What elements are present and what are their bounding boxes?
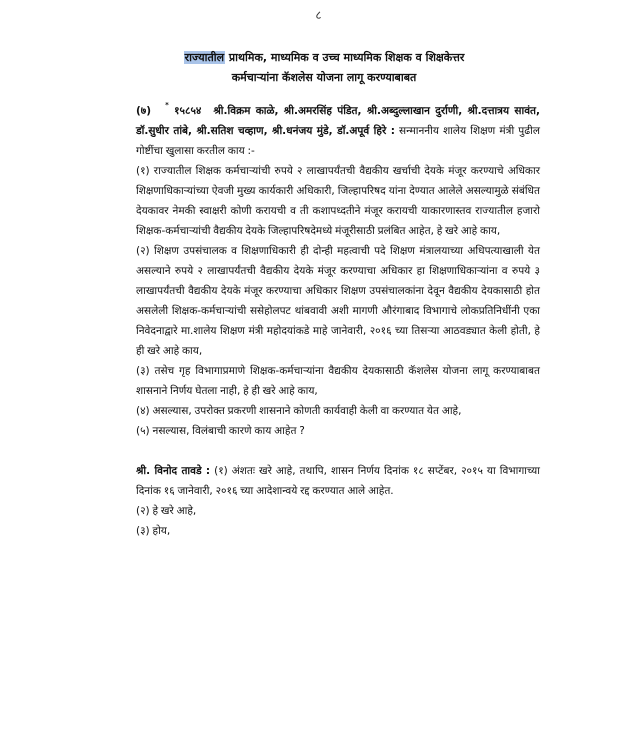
question-id: १५८५४ [174, 104, 202, 117]
question-part-2: (२) शिक्षण उपसंचालक व शिक्षणाधिकारी ही दोन्ही महत्वाची पदे शिक्षण मंत्रालयाच्या अधिपत्याखाली येत असल्याने रुपये २ लाखापर्यंतची वैद्यकीय देयके मंजूर करण्याचा अधिकार हा शिक्षणाधिकाऱ्यांना व रुपये ३ लाखापर्यंतची वैद्यकीय देयके मंजूर करण्याचा अधिकार शिक्षण उपसंचालकांना देवून वैद्यकीय देयकासाठी होत असलेली शिक्षक-कर्मचाऱ्यांची ससेहोलपट थांबवावी अशी मागणी औरंगाबाद विभागाचे लोकप्रतिनिधींनी एका निवेदनाद्वारे मा.शालेय शिक्षण मंत्री महोदयांकडे माहे जानेवारी, २०१६ च्या तिसऱ्या आठवड्यात केली होती, हे ही खरे आहे काय, [136, 244, 540, 357]
page-number: ८ [315, 8, 322, 22]
title-highlight: राज्यातील [184, 51, 225, 64]
spacer [136, 441, 540, 461]
question-intro: सन्माननीय शालेय शिक्षण मंत्री पुढील गोष्टींचा खुलासा करतील काय :- [136, 124, 540, 157]
question-part-4: (४) असल्यास, उपरोक्त प्रकरणी शासनाने कोणती कार्यवाही केली वा करण्यात येत आहे, [136, 404, 462, 417]
question-members: श्री.विक्रम काळे, श्री.अमरसिंह पंडित, श्री.अब्दुल्लाखान दुर्राणी, श्री.दत्तात्रय सावंत, डॉ.सुधीर तांबे, श्री.सतिश चव्हाण, श्री.धनंजय मुंडे, डॉ.अपूर्व हिरे : [136, 104, 541, 137]
question-part-1: (१) राज्यातील शिक्षक कर्मचाऱ्यांची रुपये २ लाखापर्यंतची वैद्यकीय खर्चाची देयके मंजूर करण्याचे अधिकार शिक्षणाधिकाऱ्यांच्या ऐवजी मुख्य कार्यकारी अधिकारी, जिल्हापरिषद यांना देण्यात आलेले असल्यामुळे संबंधित देयकावर नेमकी स्वाक्षरी कोणी करायची व ती कशापध्दतीने मंजूर करायची याकारणास्तव राज्यातील हजारो शिक्षक-कर्मचाऱ्यांची वैद्यकीय देयके जिल्हापरिषदेमध्ये मंजूरीसाठी प्रलंबित आहेत, हे खरे आहे काय, [136, 164, 540, 237]
title-line-1-rest: प्राथमिक, माध्यमिक व उच्च माध्यमिक शिक्षक व शिक्षकेत्तर [225, 51, 465, 64]
document-title [104, 48, 544, 88]
answer-part-1-text: (१) अंशतः खरे आहे, तथापि, शासन निर्णय दिनांक १८ सप्टेंबर, २०१५ या विभागाच्या दिनांक १६ जानेवारी, २०१६ च्या आदेशान्वये रद्द करण्यात आले आहेत. [136, 464, 540, 497]
title-line-2: कर्मचाऱ्यांना कॅशलेस योजना लागू करण्याबाबत [231, 71, 417, 84]
answer-part-3: (३) होय, [136, 524, 171, 537]
question-number: (७) [136, 104, 152, 117]
document-body [136, 97, 540, 541]
answer-part-2: (२) हे खरे आहे, [136, 504, 197, 517]
star-mark: * [165, 101, 169, 109]
question-part-5: (५) नसल्यास, विलंबाची कारणे काय आहेत ? [136, 424, 305, 437]
question-part-3: (३) तसेच गृह विभागाप्रमाणे शिक्षक-कर्मचाऱ्यांना वैद्यकीय देयकासाठी कॅशलेस योजना लागू करण्याबाबत शासनाने निर्णय घेतला नाही, हे ही खरे आहे काय, [136, 364, 540, 397]
answer-part-1 [136, 461, 540, 501]
question-header [136, 97, 540, 161]
answer-minister: श्री. विनोद तावडे : [136, 464, 211, 477]
title-line-1 [104, 48, 544, 68]
